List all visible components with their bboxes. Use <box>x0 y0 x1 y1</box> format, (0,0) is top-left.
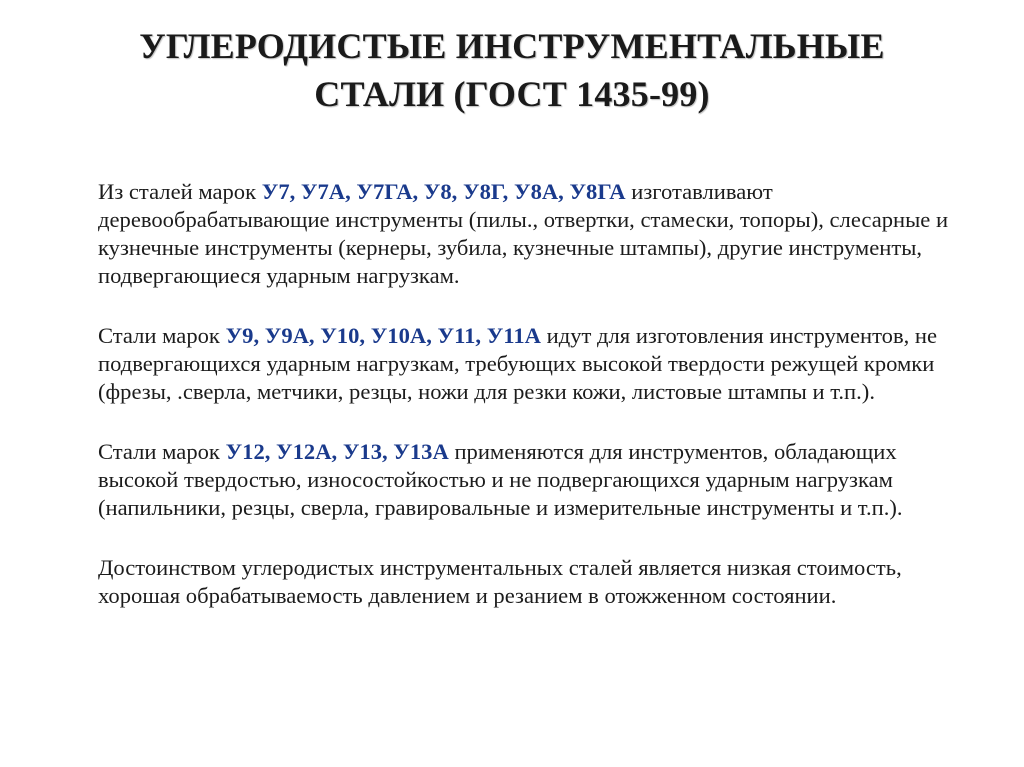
paragraph-4 <box>98 554 978 610</box>
steel-grades: У7, У7А, У7ГА, У8, У8Г, У8А, У8ГА <box>261 179 626 204</box>
title-line-1: УГЛЕРОДИСТЫЕ ИНСТРУМЕНТАЛЬНЫЕ <box>139 26 885 66</box>
content-body <box>98 178 978 642</box>
paragraph-1 <box>98 178 978 290</box>
page-title <box>60 22 964 118</box>
paragraph-lead: Из сталей марок <box>98 179 262 204</box>
paragraph-2 <box>98 322 978 406</box>
steel-grades: У12, У12А, У13, У13А <box>225 439 449 464</box>
paragraph-text: применяются для инструментов, обладающих высокой твердостью, износостойкостью и не подвергающихся ударным нагрузкам (напильники, резцы, сверла, гравировальные и измерительные инструменты и т.п.). <box>98 439 903 520</box>
paragraph-lead: Стали марок <box>98 439 226 464</box>
paragraph-text: Достоинством углеродистых инструментальных сталей является низкая стоимость, хорошая обрабатываемость давлением и резанием в отожженном состоянии. <box>98 555 902 608</box>
paragraph-3 <box>98 438 978 522</box>
paragraph-lead: Стали марок <box>98 323 226 348</box>
paragraph-text: изготавливают деревообрабатывающие инструменты (пилы., отвертки, стамески, топоры), слесарные и кузнечные инструменты (кернеры, зубила, кузнечные штампы), другие инструменты, подвергающиеся ударным нагрузкам. <box>98 179 949 288</box>
paragraph-text: идут для изготовления инструментов, не подвергающихся ударным нагрузкам, требующих высокой твердости режущей кромки (фрезы, .сверла, метчики, резцы, ножи для резки кожи, листовые штампы и т.п.). <box>98 323 938 404</box>
title-line-2: СТАЛИ (ГОСТ 1435-99) <box>314 74 710 114</box>
steel-grades: У9, У9А, У10, У10А, У11, У11А <box>225 323 541 348</box>
